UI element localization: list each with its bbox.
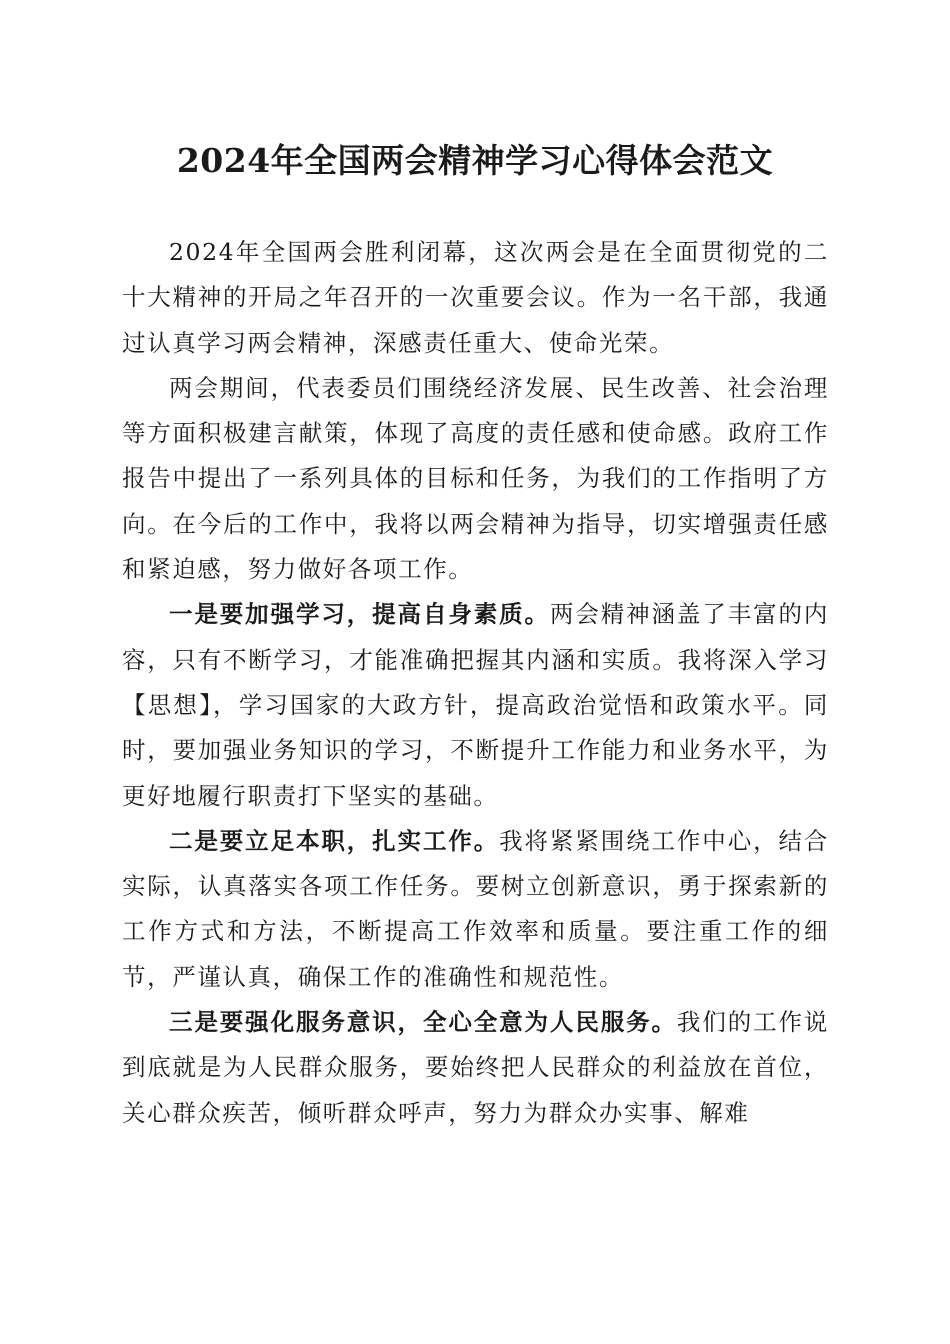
paragraph-text: 两会期间，代表委员们围绕经济发展、民生改善、社会治理等方面积极建言献策，体现了高度的责任感和使命感。政府工作报告中提出了一系列具体的目标和任务，为我们的工作指明了方向。在今后的工作中，我将以两会精神为指导，切实增强责任感和紧迫感，努力做好各项工作。	[122, 373, 829, 584]
paragraph-point-one	[122, 592, 829, 818]
paragraph-text: 我将紧紧围绕工作中心，结合实际，认真落实各项工作任务。要树立创新意识，勇于探索新的工作方式和方法，不断提高工作效率和质量。要注重工作的细节，严谨认真，确保工作的准确性和规范性。	[122, 826, 829, 991]
paragraph-lead: 三是要强化服务意识，全心全意为人民服务。	[169, 1008, 677, 1037]
paragraph-point-two	[122, 819, 829, 1000]
paragraph-text: 我们的工作说到底就是为人民群众服务，要始终把人民群众的利益放在首位，关心群众疾苦，倾听群众呼声，努力为群众办实事、解难	[122, 1008, 829, 1127]
document-body	[122, 230, 829, 1136]
paragraph-lead: 一是要加强学习，提高自身素质。	[169, 600, 550, 629]
paragraph-point-three	[122, 1000, 829, 1136]
paragraph-lead: 二是要立足本职，扎实工作。	[169, 826, 500, 855]
paragraph-text: 两会精神涵盖了丰富的内容，只有不断学习，才能准确把握其内涵和实质。我将深入学习【思想】，学习国家的大政方针，提高政治觉悟和政策水平。同时，要加强业务知识的学习，不断提升工作能力和业务水平，为更好地履行职责打下坚实的基础。	[122, 600, 829, 810]
paragraph-intro	[122, 230, 829, 366]
paragraph-text: 2024年全国两会胜利闭幕，这次两会是在全面贯彻党的二十大精神的开局之年召开的一次重要会议。作为一名干部，我通过认真学习两会精神，深感责任重大、使命光荣。	[122, 238, 829, 357]
document-title: 2024年全国两会精神学习心得体会范文	[176, 141, 774, 180]
paragraph-context	[122, 366, 829, 592]
